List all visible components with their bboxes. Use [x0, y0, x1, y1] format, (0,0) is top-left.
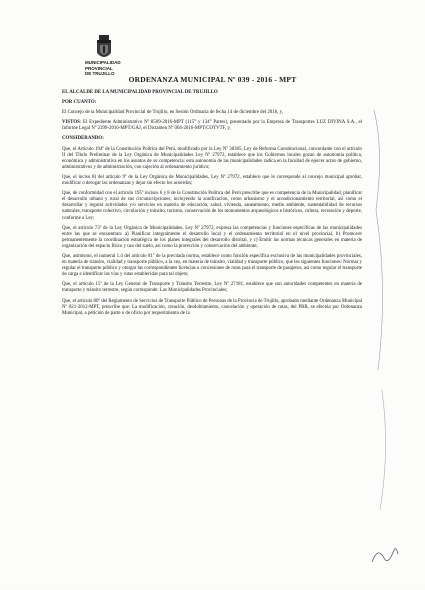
considerando-heading: CONSIDERANDO:	[62, 136, 104, 142]
org-name-line1: MUNICIPALIDAD PROVINCIAL	[85, 60, 121, 71]
council-paragraph: El Concejo de la Municipalidad Provincial de Trujillo, en Sesión Ordinaria de fecha 14 de diciembre del 2016, y,	[62, 110, 283, 116]
mayor-heading: EL ALCALDE DE LA MUNICIPALIDAD PROVINCIAL DE TRUJILLO	[62, 90, 218, 95]
vistos-paragraph	[62, 120, 362, 132]
considerando-paragraph-2: Que, el inciso 8) del artículo 9º de la Ley Orgánica de Municipalidades, Ley Nº 27972, establece que le corresponde al concejo municipal aprobar, modificar o derogar las ordenanzas y dejar sin efecto los acuerdos;	[62, 174, 362, 187]
considerando-paragraph-5: Que, asimismo, el numeral 1.4 del artículo 81º de la precitada norma, establece como función específica exclusiva de las municipalidades provinciales, en materia de tránsito, vialidad y transporte público, a la vez, en materia de tránsito, vialidad y transporte público, que les siguientes funciones: Normar y regular el transporte público y otorgar las correspondientes licencias o concesiones de rutas para el transporte de pasajeros, así como regular el transporte de carga e identificar las vías y rutas establecidas para tal objeto;	[62, 253, 363, 278]
margin-stamp-marks	[370, 90, 398, 590]
ordinance-title: ORDENANZA MUNICIPAL Nº 039 - 2016 - MPT	[128, 75, 297, 84]
considerando-paragraph-1: Que, el Artículo 194º de la Constitución Política del Perú, modificado por la Ley Nº 30305, Ley de Reforma Constitucional, concordante con el artículo II del Título Preliminar de la Ley Orgánica de Municipalidades Ley Nº 27972, establece que los Gobiernos locales gozan de autonomía política, económica y administrativa en los asuntos de su competencia; esta autonomía de las municipalidades radica en la facultad de ejercer actos de gobierno, administrativos y de administración, con sujeción al ordenamiento jurídico;	[62, 146, 362, 170]
considerando-paragraph-7: Que, el artículo 80º del Reglamento de Servicios de Transporte Público de Personas de la Provincia de Trujillo, aprobado mediante Ordenanza Municipal Nº 021-2012-MPT, prescribe que: La modificación, creación, desdoblamiento, cancelación y operación de rutas, del PRR, se efectúa por Ordenanza Municipal, a petición de parte o de oficio por requerimiento de la	[62, 298, 362, 316]
org-name-line2: DE TRUJILLO	[85, 71, 115, 76]
considerando-paragraph-6: Que, el artículo 15º de la Ley General de Transporte y Tránsito Terrestre, Ley Nº 27181, establece que son autoridades competentes en materia de transporte y tránsito terrestre, según corresponde: Las Municipalidades Provinciales;	[62, 282, 362, 294]
considerando-paragraph-3: Que, de conformidad con el artículo 195º incisos 6 y 8 de la Constitución Política del Perú prescribe que es competencia de la Municipalidad, planificar el desarrollo urbano y rural de sus circunscripciones, incluyendo la zonificación, como urbanismo y el acondicionamiento territorial, así como el desarrollar y regular actividades y/o servicios en materia de educación, salud, vivienda, saneamiento, medio ambiente, sustentabilidad de recursos naturales, transporte colectivo, circulación y tránsito, turismo, conservación de los monumentos arqueológicos e históricos, cultura, recreación y deporte, conforme a Ley;	[62, 191, 362, 221]
document-body	[62, 90, 362, 321]
vistos-text: : El Expediente Administrativo Nº 8509-2016-MPT (115° y 134° Partes), presentado por la Empresa de Transportes LUZ DIVINA S.A., el Informe Legal Nº 2399-2016-MPT/GAJ, el Dictamen Nº 004-2016-MPT/COTVTF, y,	[62, 120, 362, 132]
coat-of-arms-icon	[93, 33, 115, 63]
considerando-paragraph-4: Que, el artículo 73º de la Ley Orgánica de Municipalidades, Ley Nº 27972, expresa las competencias y funciones específicas de las municipalidades entre las que se encuentran: a) Planificar integralmente el desarrollo local y el ordenamiento territorial en el nivel provincial, b) Promover permanentemente la coordinación estratégica de los planes integrales del desarrollo distrital, y c) Emitir las normas técnicas generales en materia de organización del espacio físico y uso del suelo, así como la protección y conservación del ambiente;	[62, 225, 362, 249]
signature-mark	[370, 540, 400, 570]
vistos-label: VISTOS	[62, 120, 80, 126]
por-cuanto-heading: POR CUANTO:	[62, 100, 97, 106]
